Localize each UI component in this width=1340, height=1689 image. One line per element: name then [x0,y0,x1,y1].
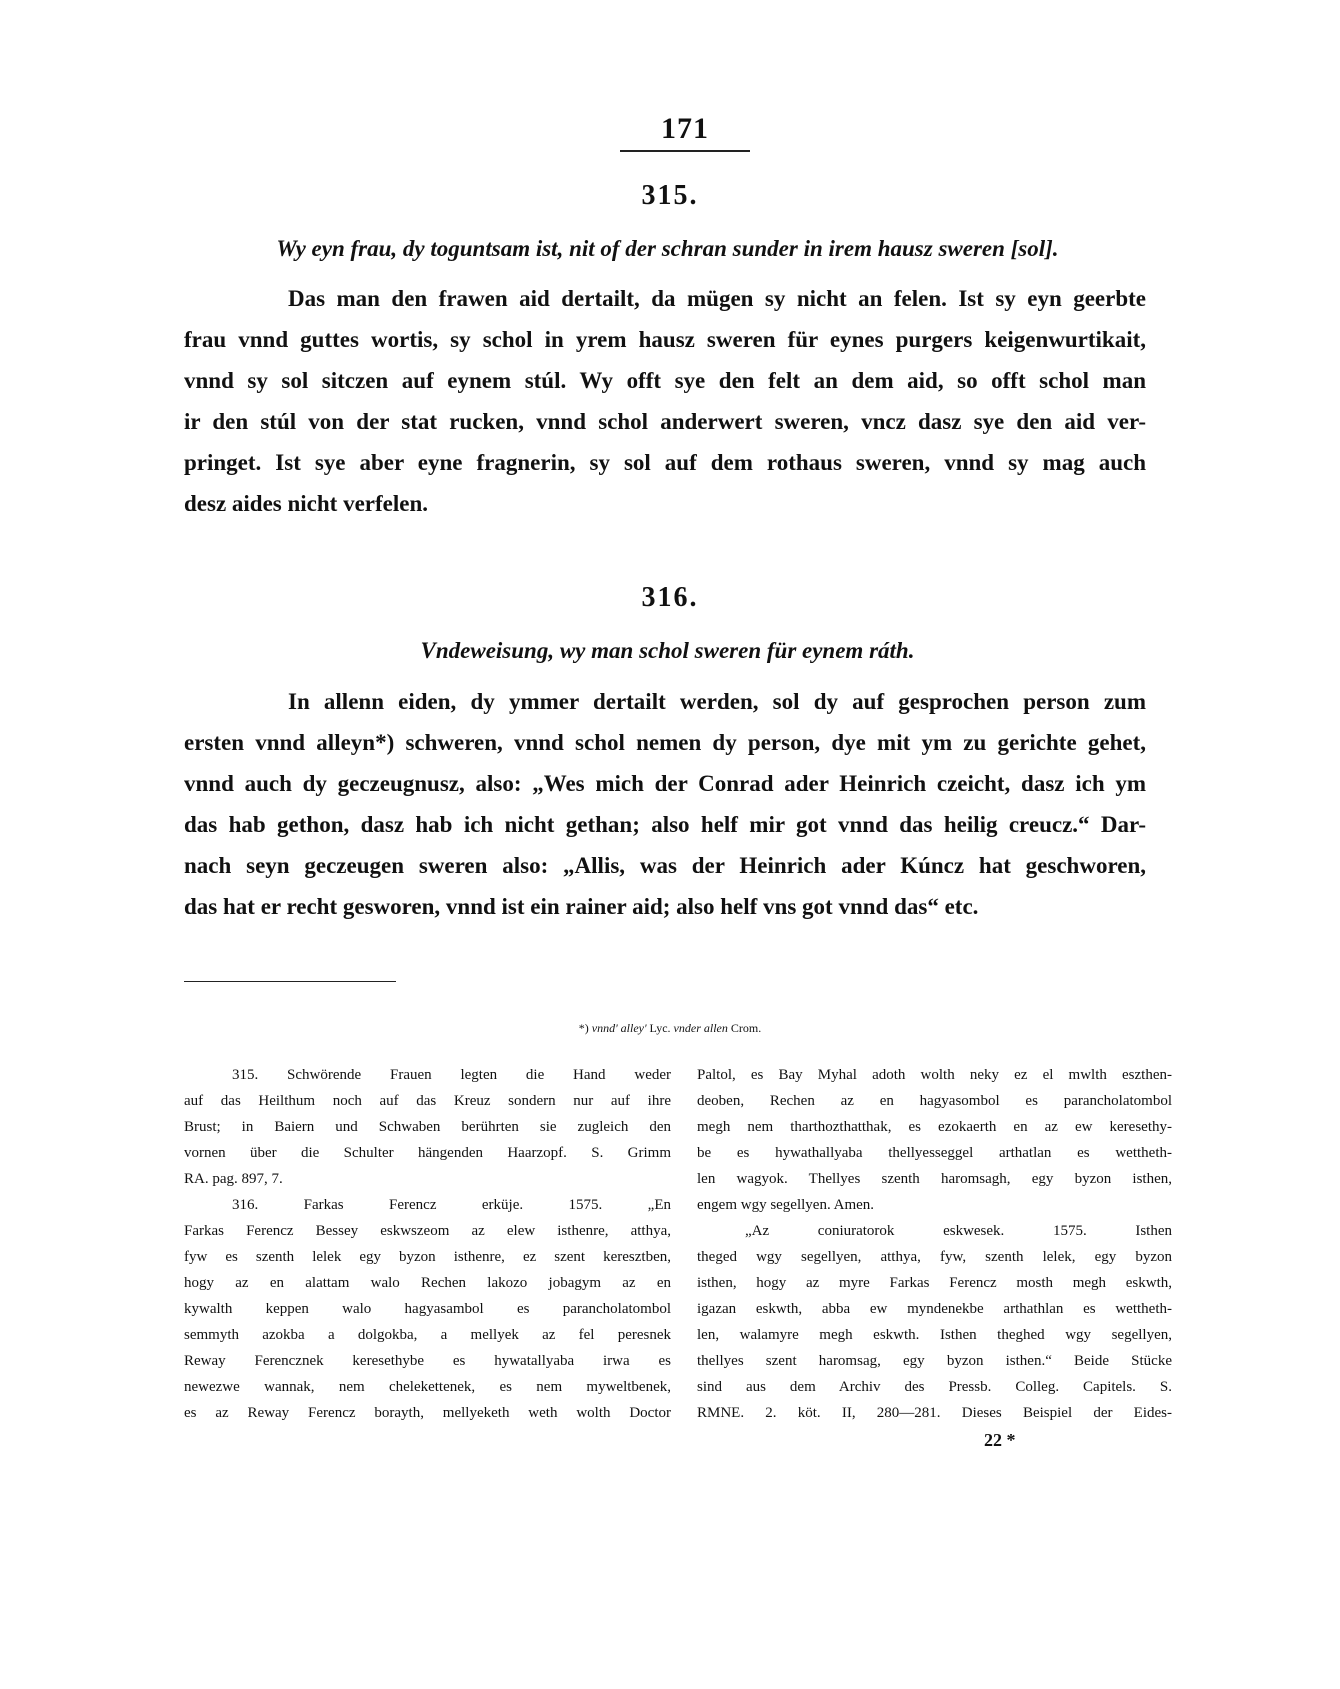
footnote-right-line: RMNE. 2. köt. II, 280—281. Dieses Beispiel der Eides- [697,1405,1172,1421]
entry-315-line-2: frau vnnd guttes wortis, sy schol in yrem hausz sweren für eynes purgers keigenwurtikait, [184,327,1146,352]
critical-note-marker: *) [578,1021,589,1035]
entry-315-line-1: Das man den frawen aid dertailt, da mügen sy nicht an felen. Ist sy eyn geerbte [288,286,1146,311]
signature-mark: 22 * [984,1430,1016,1450]
footnote-left-line: es az Reway Ferencz borayth, mellyeketh weth wolth Doctor [184,1405,671,1421]
footnote-left-line: Farkas Ferencz Bessey eskwszeom az elew isthenre, atthya, [184,1223,671,1239]
entry-title-316: Vndeweisung, wy man schol sweren für eynem ráth. [420,638,915,663]
footnote-right-line: sind aus dem Archiv des Pressb. Colleg. Capitels. S. [697,1379,1172,1395]
footnote-right-line: Paltol, es Bay Myhal adoth wolth neky ez el mwlth eszthen- [697,1067,1172,1083]
footnote-right-line: isthen, hogy az myre Farkas Ferencz mosth megh eskwth, [697,1275,1172,1291]
entry-number-316: 316. [641,582,699,613]
critical-note-source: Lyc. [649,1021,671,1035]
footnote-left-line: hogy az en alattam walo Rechen lakozo jobagym az en [184,1275,671,1291]
footnote-left-line: newezwe wannak, nem chelekettenek, es nem myweltbenek, [184,1379,671,1395]
footnote-left-line: fyw es szenth lelek egy byzon isthenre, ez szent keresztben, [184,1249,671,1265]
footnote-right-line: len, walamyre megh eskwth. Isthen theghed wgy segellyen, [697,1327,1172,1343]
critical-note-variant: vnder allen [673,1021,728,1035]
footnote-right-line: igazan eskwth, abba ew myndenekbe arthathlan es wettheth- [697,1301,1172,1317]
entry-315-line-4: ir den stúl von der stat rucken, vnnd schol anderwert sweren, vncz dasz sye den aid ver- [184,409,1146,434]
footnote-right-line: megh nem tharthozthatthak, es ezokaerth en az ew keresethy- [697,1119,1172,1135]
entry-316-line-3: vnnd auch dy geczeugnusz, also: „Wes mich der Conrad ader Heinrich czeicht, dasz ich ym [184,771,1146,796]
entry-315-line-5: pringet. Ist sye aber eyne fragnerin, sy sol auf dem rothaus sweren, vnnd sy mag auch [184,450,1146,475]
entry-316-line-1: In allenn eiden, dy ymmer dertailt werden, sol dy auf gesprochen person zum [288,689,1146,714]
footnote-separator [184,981,396,982]
footnote-right-line: be es hywathallyaba thellyesseggel arthatlan es wettheth- [697,1145,1172,1161]
footnote-left-line: vornen über die Schulter hängenden Haarzopf. S. Grimm [184,1145,671,1161]
critical-note-witness: Crom. [730,1021,762,1035]
footnote-right-line: deoben, Rechen az en hagyasombol es parancholatombol [697,1093,1172,1109]
critical-note [0,1021,1340,1036]
entry-316-line-6: das hat er recht gesworen, vnnd ist ein rainer aid; also helf vns got vnnd das“ etc. [184,894,979,919]
footnote-left-line: auf das Heilthum noch auf das Kreuz sondern nur auf ihre [184,1093,671,1109]
footnote-right-line: thellyes szent haromsag, egy byzon isthen.“ Beide Stücke [697,1353,1172,1369]
footnote-left-line: RA. pag. 897, 7. [184,1171,283,1187]
entry-316-line-5: nach seyn geczeugen sweren also: „Allis, was der Heinrich ader Kúncz hat geschworen, [184,853,1146,878]
footnote-left-line: semmyth azokba a dolgokba, a mellyek az fel peresnek [184,1327,671,1343]
footnote-left-line: Brust; in Baiern und Schwaben berührten sie zugleich den [184,1119,671,1135]
critical-note-lemma: vnnd' alley' [591,1021,647,1035]
footnote-right-line: theged wgy segellyen, atthya, fyw, szenth lelek, egy byzon [697,1249,1172,1265]
entry-315-line-3: vnnd sy sol sitczen auf eynem stúl. Wy offt sye den felt an dem aid, so offt schol man [184,368,1146,393]
entry-316-line-4: das hab gethon, dasz hab ich nicht gethan; also helf mir got vnnd das heilig creucz.“ Dar- [184,812,1146,837]
entry-title-315: Wy eyn frau, dy toguntsam ist, nit of der schran sunder in irem hausz sweren [sol]. [276,236,1059,261]
footnote-right-line: engem wgy segellyen. Amen. [697,1197,875,1213]
footnote-left-line: 316. Farkas Ferencz erküje. 1575. „En [232,1197,671,1213]
page-number: 171 [620,112,750,152]
footnote-left-line: kywalth keppen walo hagyasambol es parancholatombol [184,1301,671,1317]
footnote-left-line: Reway Ferencznek keresethybe es hywatallyaba irwa es [184,1353,671,1369]
entry-number-315: 315. [641,180,699,211]
footnote-right-line: len wagyok. Thellyes szenth haromsagh, egy byzon isthen, [697,1171,1172,1187]
entry-315-line-6: desz aides nicht verfelen. [184,491,429,516]
footnote-left-line: 315. Schwörende Frauen legten die Hand weder [232,1067,671,1083]
footnote-right-line: „Az coniuratorok eskwesek. 1575. Isthen [745,1223,1172,1239]
entry-316-line-2: ersten vnnd alleyn*) schweren, vnnd schol nemen dy person, dye mit ym zu gerichte gehet, [184,730,1146,755]
